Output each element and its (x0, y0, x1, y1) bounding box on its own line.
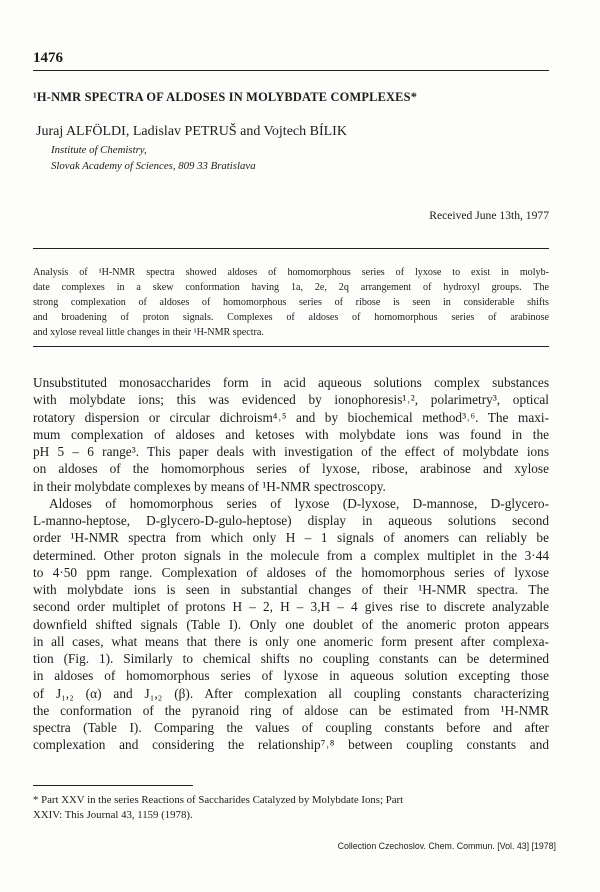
body-line: to 4·50 ppm range. Complexation of aldoses of the homomorphous series of lyxose (33, 564, 549, 580)
body-line: complexation and considering the relationship⁷˒⁸ between coupling constants and (33, 737, 549, 753)
body-line: the conformation of the pyranoid ring of aldose can be estimated from ¹H-NMR (33, 702, 549, 718)
body-line: with molybdate ions; this was evidenced by ionophoresis¹˒², polarimetry³, optical (33, 392, 549, 408)
abstract-line: Analysis of ¹H-NMR spectra showed aldoses of homomorphous series of lyxose to exist in molyb- (33, 267, 549, 278)
body-line: of J₁,₂ (α) and J₁,₂ (β). After complexation all coupling constants characterizing (33, 685, 549, 701)
abstract-line: date complexes in a skew conformation having 1a, 2e, 2q arrangement of hydroxyl groups. The (33, 282, 549, 294)
article-title: ¹H-NMR SPECTRA OF ALDOSES IN MOLYBDATE COMPLEXES* (33, 90, 418, 104)
body-line: in aldoses of homomorphous series of lyxose in aqueous solution excepting those (33, 668, 549, 684)
journal-citation: Collection Czechoslov. Chem. Commun. [Vol. 43] [1978] (337, 841, 556, 851)
received-date: Received June 13th, 1977 (429, 209, 549, 222)
affiliation-academy: Slovak Academy of Sciences, 809 33 Bratislava (51, 160, 256, 172)
footnote-line: * Part XXV in the series Reactions of Saccharides Catalyzed by Molybdate Ions; Part (33, 794, 404, 806)
body-line: in their molybdate complexes by means of ¹H-NMR spectroscopy. (33, 478, 386, 494)
footnote-line: XXIV: This Journal 43, 1159 (1978). (33, 808, 193, 821)
body-line: determined. Other proton signals in the molecule from a complex multiplet in the 3·44 (33, 547, 549, 563)
body-line: order ¹H-NMR spectra from which only H – 1 signals of anomers can reliably be (33, 530, 549, 546)
body-line: in all cases, what means that there is only one anomeric form present after complexa- (33, 633, 549, 649)
body-line: on aldoses of the homomorphous series of lyxose, ribose, arabinose and xylose (33, 461, 549, 477)
footnote-rule (33, 785, 193, 786)
body-line: Unsubstituted monosaccharides form in acid aqueous solutions complex substances (33, 375, 549, 390)
body-line: spectra (Table I). Comparing the values of coupling constants before and after (33, 720, 549, 735)
body-line: Aldoses of homomorphous series of lyxose (D-lyxose, D-mannose, D-glycero- (49, 495, 549, 511)
body-line: tion (Fig. 1). Similarly to chemical shifts no coupling constants can be determined (33, 651, 549, 666)
author-list: Juraj ALFÖLDI, Ladislav PETRUŠ and Vojtech BÍLIK (36, 124, 347, 139)
abstract-line: and broadening of proton signals. Complexes of aldoses of homomorphous series of arabinose (33, 312, 549, 324)
abstract (33, 265, 549, 340)
body-line: pH 5 – 6 range³. This paper deals with investigation of the effect of molybdate ions (33, 444, 549, 459)
abstract-line: strong complexation of aldoses of homomorphous series of ribose is seen in considerable shifts (33, 297, 549, 309)
body-line: downfield shifted signals (Table I). Only one doublet of the anomeric proton appears (33, 616, 549, 632)
body-text (33, 374, 549, 754)
body-line: second order multiplet of protons H – 2, H – 3,H – 4 gives rise to discrete analyzable (33, 599, 549, 615)
body-line: L-manno-heptose, D-glycero-D-gulo-heptose) display in aqueous solutions second (33, 513, 549, 528)
header-rule (33, 70, 549, 71)
abstract-line: and xylose reveal little changes in their ¹H-NMR spectra. (33, 327, 264, 339)
body-line: with molybdate ions is seen in substantial changes of their ¹H-NMR spectra. The (33, 582, 549, 597)
footnote (33, 793, 549, 822)
abstract-top-rule (33, 248, 549, 249)
body-line: rotatory dispersion or circular dichroism⁴˒⁵ and by biochemical method³˒⁶. The maxi- (33, 409, 549, 425)
abstract-bottom-rule (33, 346, 549, 347)
body-line: mum complexation of aldoses and ketoses with molybdate ions was found in the (33, 426, 549, 442)
page-number: 1476 (33, 50, 63, 66)
affiliation-institute: Institute of Chemistry, (51, 144, 147, 156)
